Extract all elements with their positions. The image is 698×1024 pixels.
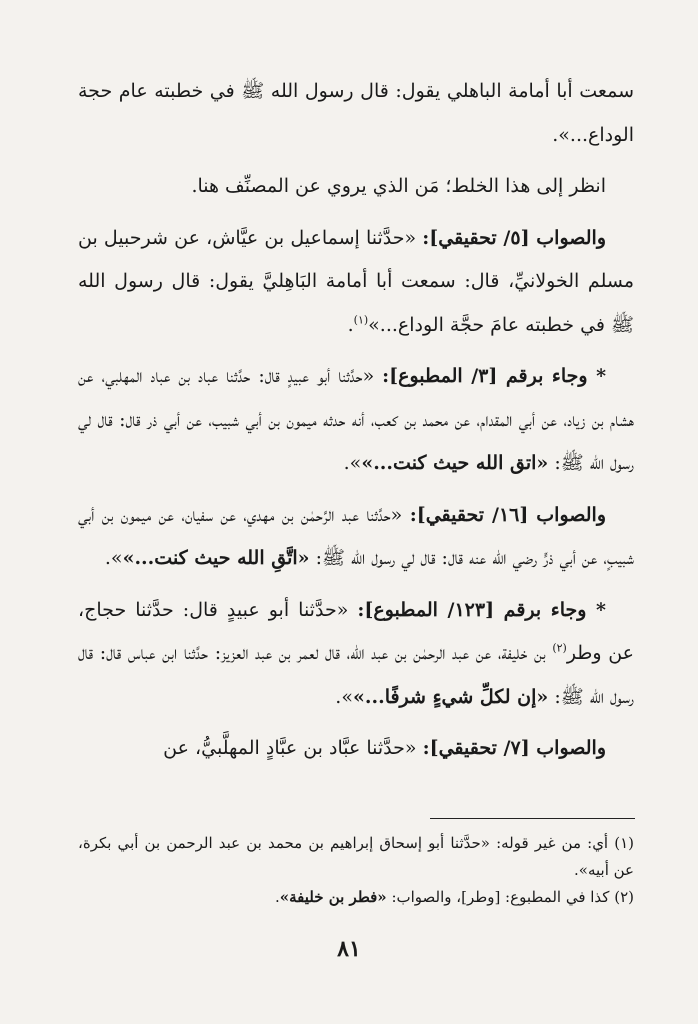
paragraph-6 [78,589,634,720]
paragraph-3-lead: والصواب [٥/ تحقيقي]: [422,226,607,249]
footnote-1-text: (١) أي: من غير قوله: «حدَّثنا أبو إسحاق إبراهيم بن محمد بن عبد الرحمن بن أبي بكرة، عن أبيه». [78,834,634,879]
paragraph-4-end: ». [343,452,362,474]
footnotes [78,830,634,911]
footnote-ref-2: (٢) [552,641,567,655]
paragraph-5-end: ». [104,547,123,569]
paragraph-1-text: سمعت أبا أمامة الباهلي يقول: قال رسول الله ﷺ في خطبته عام حجة الوداع...». [78,80,634,146]
paragraph-6-text-b: بن خليفة، عن عبد الرحمٰن بن عبد الله، قال لعمر بن عبد العزيز: حدَّثنا ابن عباس قال: قال رسول الله ﷺ: [78,642,634,708]
paragraph-6-text-a: «حدَّثنا أبو عبيدٍ قال: حدَّثنا حجاج، عن وطر [78,598,634,664]
footnote-2-text: (٢) كذا في المطبوع: [وطر]، والصواب: [386,888,634,906]
paragraph-6-lead: * وجاء برقم [١٢٣/ المطبوع]: [357,598,606,621]
paragraph-1 [78,70,634,157]
footnote-2-end: . [274,888,280,906]
paragraph-4-text: «حدَّثنا أبو عبيدٍ قال: حدَّثنا عباد بن عباد المهلبي، عن هشام بن زياد، عن أبي المقدام، عن محمد بن كعب، أنه حدثه ميمون بن أبي شبيب، عن أبي ذر قال: قال لي رسول الله ﷺ: [78,365,634,474]
paragraph-2 [78,165,634,209]
footnote-divider [430,818,635,819]
paragraph-7-text: «حدَّثنا عبَّاد بن عبَّادٍ المهلَّبيُّ، عن [163,737,423,759]
paragraph-3-text: «حدَّثنا إسماعيل بن عيَّاش، عن شرحبيل بن مسلم الخولانيِّ، قال: سمعت أبا أمامة البَاهِليَّ يقول: قال رسول الله ﷺ في خطبته عامَ حجَّة الوداع...» [78,226,634,336]
paragraph-5-lead: والصواب [١٦/ تحقيقي]: [409,503,606,526]
footnote-2 [78,884,634,911]
main-text [78,70,634,779]
footnote-1 [78,830,634,884]
paragraph-2-text: انظر إلى هذا الخلط؛ مَن الذي يروي عن المصنِّف هنا. [191,175,606,197]
paragraph-7 [78,727,634,771]
paragraph-4-quote: «اتق الله حيث كنت...» [361,452,549,474]
paragraph-4 [78,355,634,486]
paragraph-5-text: «حدَّثنا عبد الرَّحمٰن بن مهدي، عن سفيان، عن ميمون بن أبي شبيبٍ، عن أبي ذرٍّ رضي الله عنه قال: قال لي رسول الله ﷺ: [78,503,634,569]
paragraph-5 [78,494,634,581]
footnote-ref-1: (١) [353,313,369,327]
paragraph-3 [78,217,634,348]
paragraph-6-end: ». [335,685,353,708]
paragraph-3-end: . [347,313,354,336]
footnote-2-quote: «فطر بن خليفة» [279,888,387,906]
page-number: ٨١ [337,936,361,962]
paragraph-5-quote: «اتَّقِ الله حيث كنت...» [122,547,310,569]
paragraph-7-lead: والصواب [٧/ تحقيقي]: [422,737,606,759]
paragraph-6-quote: «إن لكلِّ شيءٍ شرفًا...» [352,685,549,708]
paragraph-4-lead: * وجاء برقم [٣/ المطبوع]: [382,365,607,387]
